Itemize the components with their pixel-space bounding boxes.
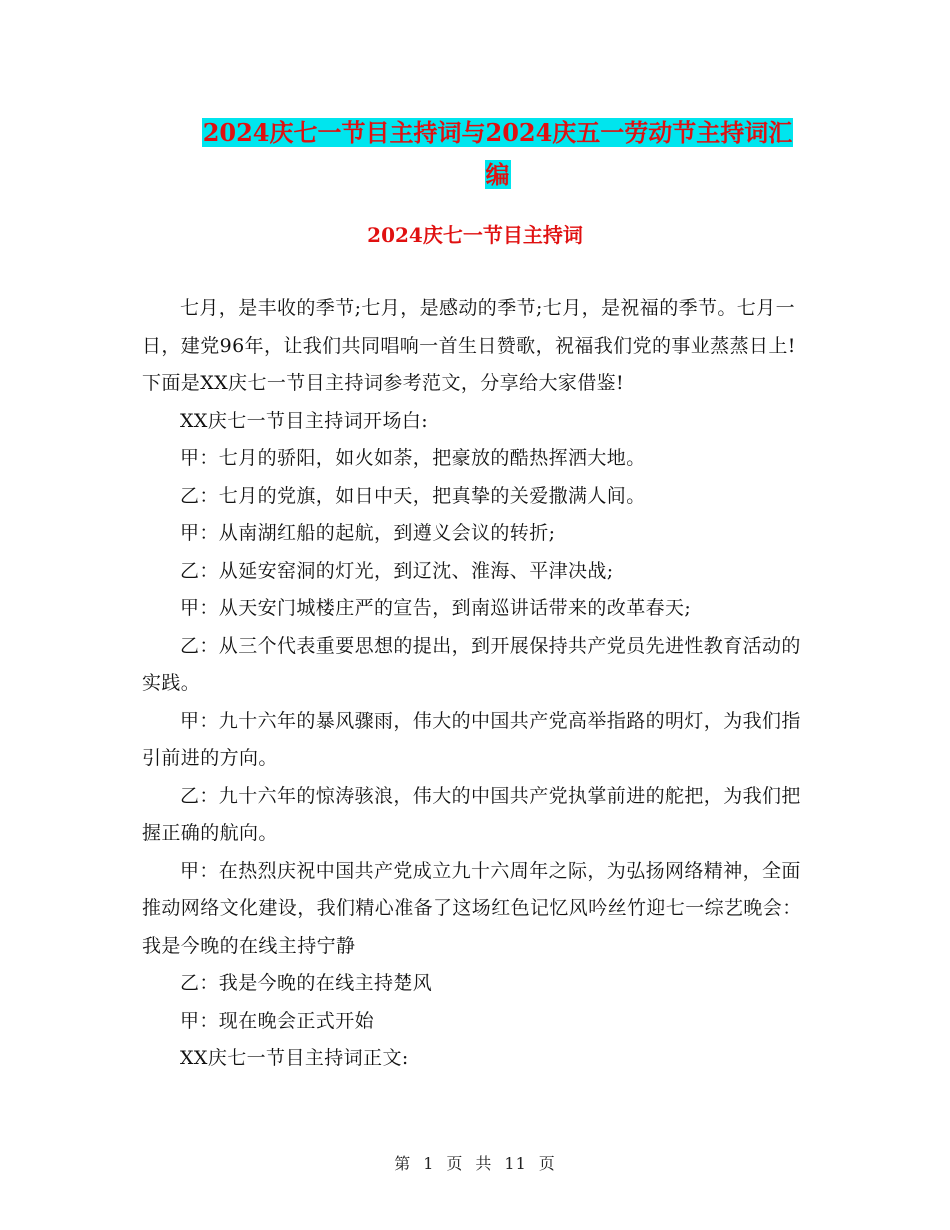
paragraph: XX庆七一节目主持词开场白:: [180, 409, 429, 432]
document-body: [142, 290, 810, 1078]
paragraph: 甲：七月的骄阳，如火如荼，把豪放的酷热挥洒大地。: [180, 447, 646, 469]
paragraph: 乙：从延安窑洞的灯光，到辽沈、淮海、平津决战;: [180, 559, 614, 582]
paragraph: 乙：我是今晚的在线主持楚风: [180, 972, 433, 994]
total-pages: 11: [504, 1154, 527, 1173]
page-number: 1: [423, 1154, 435, 1173]
document-title-line2: 编: [485, 160, 510, 189]
section-title: 2024庆七一节目主持词: [367, 223, 583, 247]
footer-suffix: 页: [538, 1154, 556, 1173]
footer-page-label: 页: [446, 1154, 464, 1173]
paragraph: XX庆七一节目主持词正文:: [180, 1047, 409, 1069]
paragraph: 乙：从三个代表重要思想的提出，到开展保持共产党员先进性教育活动的实践。: [142, 634, 801, 694]
paragraph: 甲：九十六年的暴风骤雨，伟大的中国共产党高举指路的明灯，为我们指引前进的方向。: [142, 709, 801, 769]
paragraph: 甲：现在晚会正式开始: [180, 1009, 375, 1032]
paragraph: 七月，是丰收的季节;七月，是感动的季节;七月，是祝福的季节。七月一日，建党96年，让我们共同唱响一首生日赞歌，祝福我们党的事业蒸蒸日上!下面是XX庆七一节目主持词参考范文，分享给大家借鉴!: [142, 297, 796, 394]
footer-total-label: 共: [475, 1154, 493, 1173]
paragraph: 乙：九十六年的惊涛骇浪，伟大的中国共产党执掌前进的舵把，为我们把握正确的航向。: [142, 784, 801, 844]
paragraph: 甲：从天安门城楼庄严的宣告，到南巡讲话带来的改革春天;: [180, 597, 692, 619]
footer-prefix: 第: [394, 1154, 412, 1173]
document-title: [140, 112, 855, 196]
document-title-line1: 2024庆七一节目主持词与2024庆五一劳动节主持词汇: [202, 118, 793, 147]
paragraph: 乙：七月的党旗，如日中天，把真挚的关爱撒满人间。: [180, 484, 646, 507]
paragraph: 甲：从南湖红船的起航，到遵义会议的转折;: [180, 522, 556, 544]
paragraph: 甲：在热烈庆祝中国共产党成立九十六周年之际，为弘扬网络精神，全面推动网络文化建设，我们精心准备了这场红色记忆风吟丝竹迎七一综艺晚会：我是今晚的在线主持宁静: [142, 859, 802, 957]
page-footer: [0, 1152, 950, 1176]
